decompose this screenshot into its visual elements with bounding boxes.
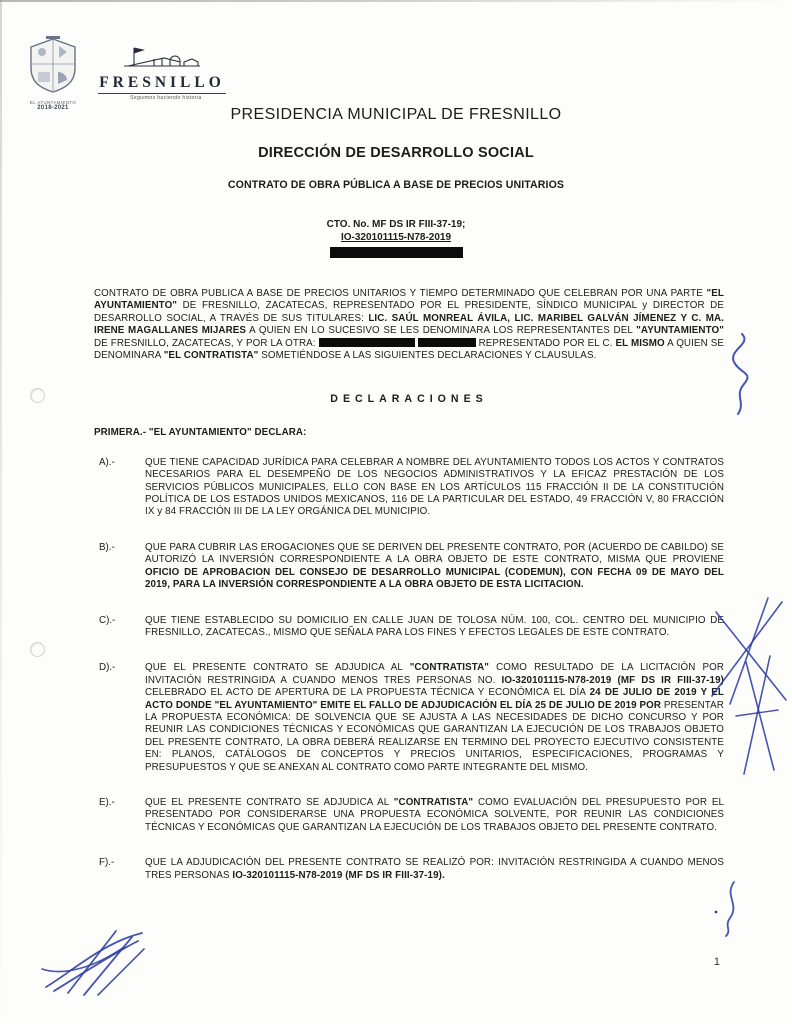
- text-segment: REPRESENTADO POR EL C.: [475, 337, 616, 349]
- declaration-item-d: [94, 662, 724, 774]
- brand-wordmark: FRESNILLO: [99, 74, 225, 91]
- item-letter: F).-: [99, 857, 115, 869]
- item-letter: D).-: [99, 662, 116, 674]
- text-segment: PRESENTAR LA PROPUESTA ECONÓMICA: DE SOLVENCIA QUE SE AJUSTA A LAS NECESIDADES DE DICHO CONCURSO Y POR REUNIR LAS CONDICIONES TÉCNICAS Y ECONÓMICAS QUE GARANTIZAN LA EJECUCIÓN DE LOS TRABAJOS OBJETO DEL PRESENTE CONTRATO, LA OBRA DEBERÁ REALIZARSE EN TERMINO DEL PROYECTO EJECUTIVO CONSISTENTE EN: PLANOS, CATÁLOGOS DE CONCEPTOS Y PRECIOS UNITARIOS, ESPECIFICACIONES, PROGRAMAS Y PRESUPUESTOS Y QUE SE ANEXAN AL CONTRATO COMO PARTE INTEGRANTE DEL MISMO.: [145, 699, 724, 773]
- primera-heading: PRIMERA.- "EL AYUNTAMIENTO" DECLARA:: [94, 427, 307, 439]
- document-body: [0, 288, 792, 882]
- bold-text-segment: IO-320101115-N78-2019 (MF DS IR FIII-37-19): [501, 674, 724, 686]
- declaration-item-e: [94, 797, 724, 834]
- brand-rule: [98, 93, 226, 94]
- fresnillo-brand: [96, 42, 228, 101]
- contract-number-line1: CTO. No. MF DS IR FIII-37-19;: [326, 219, 466, 230]
- fresnillo-logo-icon: [120, 55, 204, 72]
- item-letter: E).-: [99, 796, 115, 808]
- item-letter: A).-: [99, 456, 115, 468]
- bold-text-segment: EL MISMO: [615, 337, 665, 349]
- page-number: 1: [713, 956, 720, 968]
- hole-punch: [30, 642, 45, 657]
- text-segment: QUE TIENE ESTABLECIDO SU DOMICILIO EN CALLE JUAN DE TOLOSA NÚM. 100, COL. CENTRO DEL MUNICIPIO DE FRESNILLO, ZACATECAS., MISMO QUE SEÑALA PARA LOS FINES Y EFECTOS LEGALES DE ESTE CONTRATO.: [145, 614, 724, 638]
- item-text: [145, 542, 724, 592]
- redaction-bar: [418, 338, 476, 347]
- item-text: [145, 662, 724, 774]
- declaration-item-a: [94, 457, 724, 519]
- contract-number-line2: IO-320101115-N78-2019: [340, 232, 452, 243]
- text-segment: A QUIEN SE DENOMINARA: [94, 337, 725, 362]
- intro-paragraph: [94, 288, 724, 362]
- declarations-title: DECLARACIONES: [330, 393, 488, 406]
- municipal-seal-icon: [26, 81, 80, 98]
- bold-text-segment: "CONTRATISTA": [409, 662, 490, 674]
- scan-edge-artifact: [0, 0, 2, 1024]
- item-letter: C).-: [99, 614, 116, 626]
- text-segment: QUE TIENE CAPACIDAD JURÍDICA PARA CELEBRAR A NOMBRE DEL AYUNTAMIENTO TODOS LOS ACTOS Y CONTRATOS NECESARIOS PARA EL DESEMPEÑO DE LOS NEGOCIOS ADMINISTRATIVOS Y LA EFICAZ PRESTACIÓN DE LOS SERVICIOS PÚBLICOS MUNICIPALES, ELLO CON BASE EN LOS ARTÍCULOS 115 FRACCIÓN II DE LA CONSTITUCIÓN POLÍTICA DE LOS ESTADOS UNIDOS MEXICANOS, 116 DE LA PARTICULAR DEL ESTADO, 49 FRACCIÓN V, 80 FRACCIÓN IX y 84 FRACCIÓN III DE LA LEY ORGÁNICA DEL MUNICIPIO.: [145, 456, 724, 518]
- redaction-bar: [319, 338, 415, 347]
- bold-text-segment: LIC. SAÚL MONREAL ÁVILA, LIC. MARIBEL GALVÁN JÍMENEZ Y C. MA. IRENE MAGALLANES MIJARES: [94, 312, 724, 337]
- contract-number-block: [0, 218, 792, 258]
- text-segment: QUE EL PRESENTE CONTRATO SE ADJUDICA AL: [145, 662, 410, 674]
- bold-text-segment: 24 DE JULIO DE 2019 Y EL ACTO DONDE "EL AYUNTAMIENTO" EMITE EL FALLO DE ADJUDICACIÓN EL DÍA 25 DE JULIO DE 2019 POR: [145, 687, 724, 711]
- text-segment: CONTRATO DE OBRA PUBLICA A BASE DE PRECIOS UNITARIOS Y TIEMPO DETERMINADO QUE CELEBRAN POR UNA PARTE: [94, 288, 707, 299]
- bold-text-segment: IO-320101115-N78-2019 (MF DS IR FIII-37-19).: [232, 869, 445, 881]
- item-text: [145, 857, 724, 882]
- declaration-item-f: [94, 857, 724, 882]
- seal-caption: EL AYUNTAMIENTO: [29, 100, 77, 105]
- brand-tagline: Seguimos haciendo historia: [130, 95, 202, 101]
- text-segment: DE FRESNILLO, ZACATECAS, Y POR LA OTRA:: [94, 337, 319, 349]
- item-text: [145, 615, 724, 640]
- hole-punch: [30, 388, 45, 403]
- bold-text-segment: "EL AYUNTAMIENTO": [94, 288, 724, 312]
- text-segment: QUE EL PRESENTE CONTRATO SE ADJUDICA AL: [145, 796, 394, 808]
- page-title: PRESIDENCIA MUNICIPAL DE FRESNILLO: [230, 106, 562, 123]
- scan-edge-artifact: [0, 0, 792, 2]
- bold-text-segment: "AYUNTAMIENTO": [636, 325, 724, 337]
- bold-text-segment: OFICIO DE APROBACION DEL CONSEJO DE DESARROLLO MUNICIPAL (CODEMUN), CON FECHA 09 DE MAYO DEL 2019, PARA LA INVERSIÓN CORRESPONDIENTE A LA OBRA OBJETO DE ESTA LICITACION.: [145, 566, 724, 591]
- text-segment: QUE LA ADJUDICACIÓN DEL PRESENTE CONTRATO SE REALIZÓ POR: INVITACIÓN RESTRINGIDA A CUANDO MENOS TRES PERSONAS: [145, 857, 724, 881]
- municipal-seal: [22, 36, 84, 111]
- declaration-item-b: [94, 542, 724, 592]
- text-segment: A QUIEN EN LO SUCESIVO SE LES DENOMINARA LOS REPRESENTANTES DEL: [246, 325, 637, 337]
- seal-years: 2018-2021: [37, 105, 69, 111]
- contract-type-title: CONTRATO DE OBRA PÚBLICA A BASE DE PRECIOS UNITARIOS: [227, 179, 565, 191]
- bold-text-segment: "CONTRATISTA": [393, 796, 474, 808]
- item-letter: B).-: [99, 541, 115, 553]
- declaration-item-c: [94, 615, 724, 640]
- item-text: [145, 797, 724, 834]
- redaction-bar: [330, 247, 463, 258]
- item-text: [145, 457, 724, 519]
- text-segment: DE FRESNILLO, ZACATECAS, REPRESENTADO POR EL PRESIDENTE, SÍNDICO MUNICIPAL y DIRECTOR DE DESARROLLO SOCIAL, A TRAVÉS DE SUS TITULARES:: [94, 300, 724, 324]
- bold-text-segment: "EL CONTRATISTA": [163, 350, 259, 362]
- text-segment: QUE PARA CUBRIR LAS EROGACIONES QUE SE DERIVEN DEL PRESENTE CONTRATO, POR (ACUERDO DE CABILDO) SE AUTORIZÓ LA INVERSIÓN CORRESPONDIENTE A LA OBRA OBJETO DE ESTE CONTRATO, MISMA QUE PROVIENE: [145, 541, 724, 566]
- text-segment: SOMETIÉNDOSE A LAS SIGUIENTES DECLARACIONES Y CLAUSULAS.: [258, 350, 597, 362]
- pen-mark-small-squiggle: [706, 878, 750, 945]
- pen-mark-signature: [40, 925, 152, 1004]
- text-segment: COMO RESULTADO DE LA LICITACIÓN POR INVITACIÓN RESTRINGIDA A CUANDO MENOS TRES PERSONAS NO.: [145, 662, 724, 686]
- text-segment: COMO EVALUACIÓN DEL PRESUPUESTO POR EL PRESENTADO POR CONSIDERARSE UNA PROPUESTA ECONÓMICA SOLVENTE, POR REUNIR LAS CONDICIONES TÉCNICAS Y ECONÓMICAS QUE GARANTIZAN LA EJECUCIÓN DE LOS TRABAJOS OBJETO DEL PRESENTE CONTRATO.: [145, 796, 725, 833]
- text-segment: CELEBRADO EL ACTO DE APERTURA DE LA PROPUESTA TÉCNICA Y ECONÓMICA EL DÍA: [145, 687, 590, 699]
- department-title: DIRECCIÓN DE DESARROLLO SOCIAL: [258, 145, 534, 161]
